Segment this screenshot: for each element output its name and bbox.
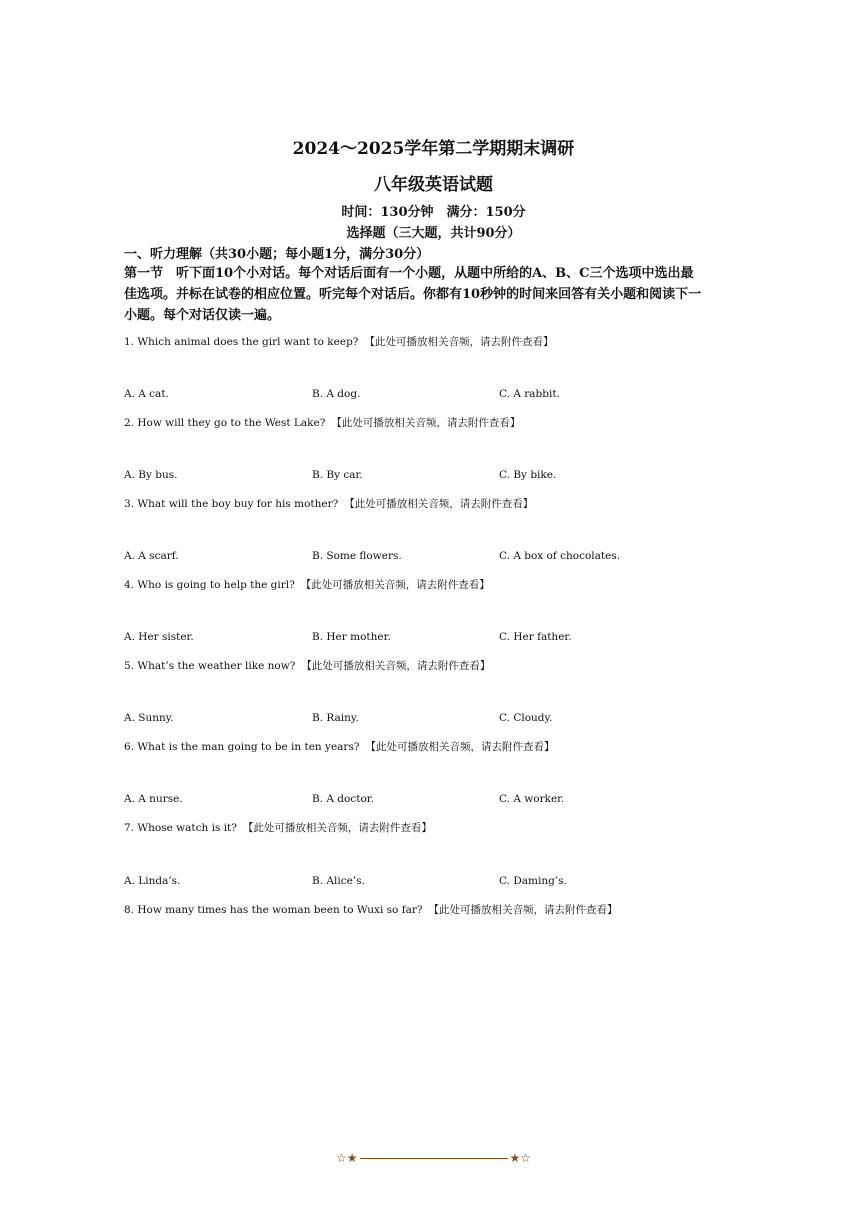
question-text: 8. How many times has the woman been to Wuxi so far? bbox=[124, 904, 423, 916]
option-b: B. Alice’s. bbox=[312, 875, 365, 887]
section-instructions: 第一节 听下面10个小对话。每个对话后面有一个小题，从题中所给的A、B、C三个选项中选出最佳选项。并标在试卷的相应位置。听完每个对话后。你都有10秒钟的时间来回答有关小题和阅读下一小题。每个对话仅读一遍。 bbox=[124, 266, 702, 323]
option-b: B. By car. bbox=[312, 469, 363, 481]
section-heading: 一、听力理解（共30小题；每小题1分，满分30分） bbox=[124, 247, 430, 262]
audio-note: 【此处可播放相关音频，请去附件查看】 bbox=[428, 904, 618, 916]
footer-ornament bbox=[0, 1151, 867, 1165]
option-c: C. Cloudy. bbox=[499, 712, 553, 724]
option-b: B. A doctor. bbox=[312, 793, 374, 805]
question-5 bbox=[124, 658, 490, 673]
exam-title: 2024～2025学年第二学期期末调研 bbox=[292, 139, 575, 159]
option-c: C. Daming’s. bbox=[499, 875, 567, 887]
option-a: A. A scarf. bbox=[124, 550, 179, 562]
question-text: 2. How will they go to the West Lake? bbox=[124, 417, 326, 429]
star-icon: ★☆ bbox=[509, 1151, 532, 1165]
question-6 bbox=[124, 739, 554, 754]
question-text: 5. What’s the weather like now? bbox=[124, 660, 296, 672]
audio-note: 【此处可播放相关音频，请去附件查看】 bbox=[365, 741, 555, 753]
audio-note: 【此处可播放相关音频，请去附件查看】 bbox=[242, 822, 432, 834]
option-c: C. A worker. bbox=[499, 793, 565, 805]
audio-note: 【此处可播放相关音频，请去附件查看】 bbox=[300, 579, 490, 591]
audio-note: 【此处可播放相关音频，请去附件查看】 bbox=[364, 336, 554, 348]
option-a: A. Her sister. bbox=[124, 631, 194, 643]
question-text: 4. Who is going to help the girl? bbox=[124, 579, 295, 591]
audio-note: 【此处可播放相关音频，请去附件查看】 bbox=[301, 660, 491, 672]
divider-line bbox=[360, 1158, 508, 1159]
option-c: C. Her father. bbox=[499, 631, 572, 643]
question-8 bbox=[124, 902, 618, 917]
option-a: A. Sunny. bbox=[124, 712, 174, 724]
question-text: 3. What will the boy buy for his mother? bbox=[124, 498, 339, 510]
option-a: A. By bus. bbox=[124, 469, 178, 481]
option-c: C. A rabbit. bbox=[499, 388, 560, 400]
question-2 bbox=[124, 415, 520, 430]
option-a: A. A nurse. bbox=[124, 793, 183, 805]
option-b: B. Rainy. bbox=[312, 712, 359, 724]
question-text: 7. Whose watch is it? bbox=[124, 822, 237, 834]
option-b: B. Some flowers. bbox=[312, 550, 402, 562]
option-a: A. Linda’s. bbox=[124, 875, 181, 887]
option-c: C. By bike. bbox=[499, 469, 557, 481]
option-c: C. A box of chocolates. bbox=[499, 550, 621, 562]
audio-note: 【此处可播放相关音频，请去附件查看】 bbox=[344, 498, 534, 510]
question-3 bbox=[124, 496, 533, 511]
option-b: B. Her mother. bbox=[312, 631, 391, 643]
time-score-line: 时间：130分钟 满分：150分 bbox=[341, 205, 526, 220]
star-icon: ☆★ bbox=[335, 1151, 358, 1165]
choice-note: 选择题（三大题，共计90分） bbox=[346, 226, 521, 241]
question-4 bbox=[124, 577, 490, 592]
question-1 bbox=[124, 334, 553, 349]
question-7 bbox=[124, 820, 432, 835]
option-a: A. A cat. bbox=[124, 388, 169, 400]
option-b: B. A dog. bbox=[312, 388, 361, 400]
question-text: 1. Which animal does the girl want to keep? bbox=[124, 336, 359, 348]
exam-subtitle: 八年级英语试题 bbox=[374, 175, 493, 195]
audio-note: 【此处可播放相关音频，请去附件查看】 bbox=[331, 417, 521, 429]
question-text: 6. What is the man going to be in ten years? bbox=[124, 741, 360, 753]
